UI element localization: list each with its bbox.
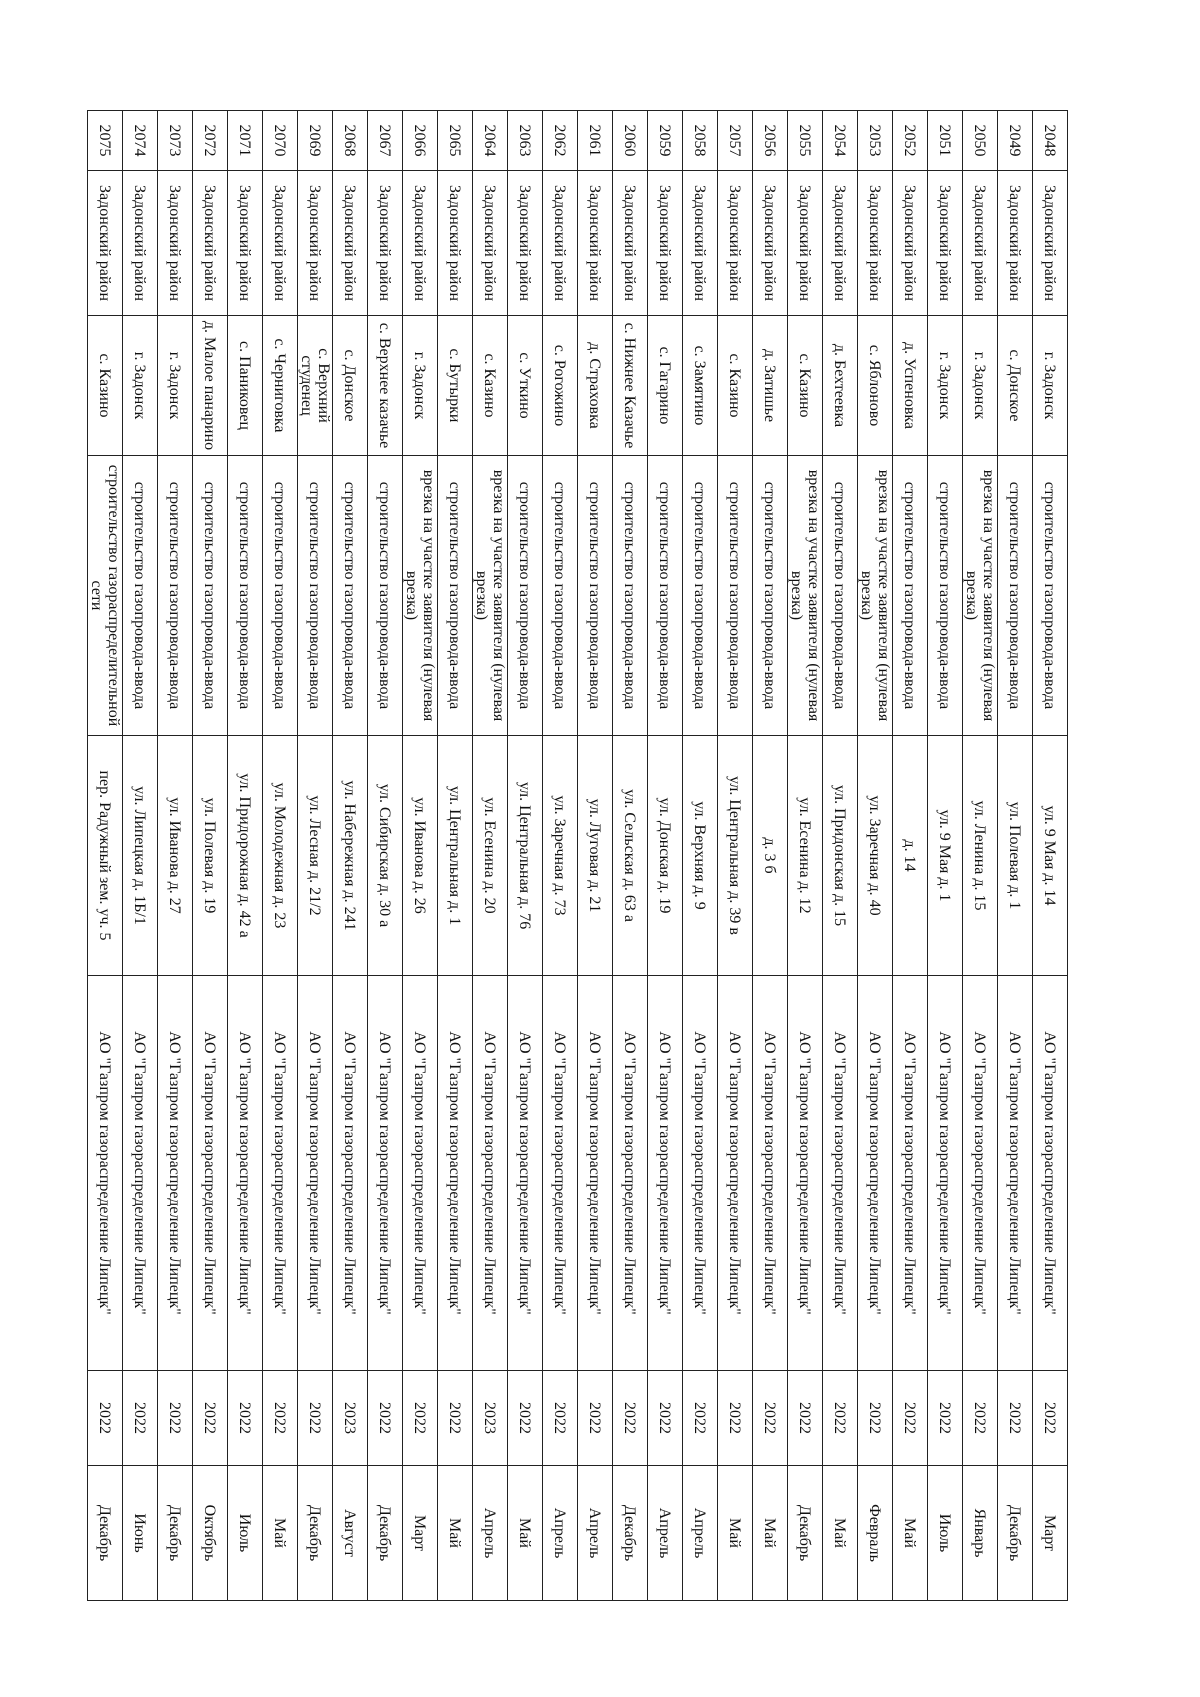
district-cell: Задонский район [823, 171, 858, 316]
locality-cell: с. Нижнее Казачье [613, 316, 648, 456]
district-cell: Задонский район [928, 171, 963, 316]
month-cell: Декабрь [368, 1466, 403, 1601]
year-cell: 2022 [753, 1371, 788, 1466]
year-cell: 2022 [858, 1371, 893, 1466]
locality-cell: с. Донское [333, 316, 368, 456]
organization-cell: АО "Газпром газораспределение Липецк" [893, 976, 928, 1371]
locality-cell: г. Задонск [123, 316, 158, 456]
year-cell: 2022 [403, 1371, 438, 1466]
table-row [403, 111, 438, 1601]
locality-cell: г. Задонск [928, 316, 963, 456]
row-number-cell: 2065 [438, 111, 473, 171]
locality-cell: д. Затишье [753, 316, 788, 456]
district-cell: Задонский район [858, 171, 893, 316]
work-type-cell: строительство газопровода-ввода [998, 456, 1033, 736]
locality-cell: д. Малое панарино [193, 316, 228, 456]
address-cell: ул. Полевая д. 1 [998, 736, 1033, 976]
organization-cell: АО "Газпром газораспределение Липецк" [88, 976, 123, 1371]
month-cell: Март [1033, 1466, 1068, 1601]
month-cell: Май [508, 1466, 543, 1601]
district-cell: Задонский район [158, 171, 193, 316]
row-number-cell: 2058 [683, 111, 718, 171]
address-cell: ул. Молодежная д. 23 [263, 736, 298, 976]
address-cell: пер. Радужный зем. уч. 5 [88, 736, 123, 976]
month-cell: Январь [963, 1466, 998, 1601]
row-number-cell: 2049 [998, 111, 1033, 171]
year-cell: 2022 [263, 1371, 298, 1466]
locality-cell: с. Казино [88, 316, 123, 456]
row-number-cell: 2057 [718, 111, 753, 171]
month-cell: Апрель [648, 1466, 683, 1601]
work-type-cell: строительство газопровода-ввода [298, 456, 333, 736]
row-number-cell: 2059 [648, 111, 683, 171]
month-cell: Июль [928, 1466, 963, 1601]
district-cell: Задонский район [263, 171, 298, 316]
address-cell: ул. Иванова д. 26 [403, 736, 438, 976]
organization-cell: АО "Газпром газораспределение Липецк" [193, 976, 228, 1371]
locality-cell: с. Яблоново [858, 316, 893, 456]
district-cell: Задонский район [333, 171, 368, 316]
table-row [228, 111, 263, 1601]
address-cell: ул. Донская д. 19 [648, 736, 683, 976]
address-cell: ул. Луговая д. 21 [578, 736, 613, 976]
table-row [543, 111, 578, 1601]
work-type-cell: врезка на участке заявителя (нулевая врезка) [403, 456, 438, 736]
work-type-cell: строительство газопровода-ввода [123, 456, 158, 736]
organization-cell: АО "Газпром газораспределение Липецк" [1033, 976, 1068, 1371]
row-number-cell: 2052 [893, 111, 928, 171]
work-type-cell: строительство газопровода-ввода [193, 456, 228, 736]
work-type-cell: строительство газопровода-ввода [158, 456, 193, 736]
work-type-cell: строительство газопровода-ввода [928, 456, 963, 736]
month-cell: Декабрь [158, 1466, 193, 1601]
row-number-cell: 2066 [403, 111, 438, 171]
district-cell: Задонский район [368, 171, 403, 316]
row-number-cell: 2070 [263, 111, 298, 171]
row-number-cell: 2075 [88, 111, 123, 171]
work-type-cell: строительство газопровода-ввода [613, 456, 648, 736]
district-cell: Задонский район [613, 171, 648, 316]
work-type-cell: строительство газопровода-ввода [823, 456, 858, 736]
address-cell: ул. 9 Мая д. 14 [1033, 736, 1068, 976]
table-row [718, 111, 753, 1601]
district-cell: Задонский район [123, 171, 158, 316]
work-type-cell: строительство газопровода-ввода [333, 456, 368, 736]
address-cell: ул. Сельская д. 63 а [613, 736, 648, 976]
table-row [823, 111, 858, 1601]
address-cell: ул. Придорожная д. 42 а [228, 736, 263, 976]
address-cell: ул. Центральная д. 39 в [718, 736, 753, 976]
table-row [683, 111, 718, 1601]
organization-cell: АО "Газпром газораспределение Липецк" [648, 976, 683, 1371]
locality-cell: с. Рогожино [543, 316, 578, 456]
locality-cell: с. Казино [473, 316, 508, 456]
year-cell: 2022 [683, 1371, 718, 1466]
organization-cell: АО "Газпром газораспределение Липецк" [963, 976, 998, 1371]
district-cell: Задонский район [788, 171, 823, 316]
organization-cell: АО "Газпром газораспределение Липецк" [753, 976, 788, 1371]
district-cell: Задонский район [648, 171, 683, 316]
work-type-cell: строительство газопровода-ввода [1033, 456, 1068, 736]
table-row [333, 111, 368, 1601]
month-cell: Май [263, 1466, 298, 1601]
row-number-cell: 2055 [788, 111, 823, 171]
locality-cell: г. Задонск [963, 316, 998, 456]
row-number-cell: 2060 [613, 111, 648, 171]
organization-cell: АО "Газпром газораспределение Липецк" [123, 976, 158, 1371]
month-cell: Декабрь [788, 1466, 823, 1601]
table-row [263, 111, 298, 1601]
row-number-cell: 2050 [963, 111, 998, 171]
work-type-cell: врезка на участке заявителя (нулевая врезка) [788, 456, 823, 736]
address-cell: ул. Центральная д. 1 [438, 736, 473, 976]
work-type-cell: строительство газопровода-ввода [228, 456, 263, 736]
month-cell: Апрель [578, 1466, 613, 1601]
table-row [1033, 111, 1068, 1601]
work-type-cell: строительство газопровода-ввода [753, 456, 788, 736]
work-type-cell: строительство газопровода-ввода [893, 456, 928, 736]
organization-cell: АО "Газпром газораспределение Липецк" [263, 976, 298, 1371]
year-cell: 2022 [1033, 1371, 1068, 1466]
organization-cell: АО "Газпром газораспределение Липецк" [473, 976, 508, 1371]
row-number-cell: 2048 [1033, 111, 1068, 171]
organization-cell: АО "Газпром газораспределение Липецк" [543, 976, 578, 1371]
table-row [893, 111, 928, 1601]
month-cell: Декабрь [88, 1466, 123, 1601]
row-number-cell: 2064 [473, 111, 508, 171]
organization-cell: АО "Газпром газораспределение Липецк" [683, 976, 718, 1371]
work-type-cell: строительство газопровода-ввода [263, 456, 298, 736]
table-row [613, 111, 648, 1601]
table-row [788, 111, 823, 1601]
locality-cell: с. Казино [788, 316, 823, 456]
year-cell: 2022 [613, 1371, 648, 1466]
address-cell: ул. 9 Мая д. 1 [928, 736, 963, 976]
locality-cell: с. Бутырки [438, 316, 473, 456]
address-cell: ул. Есенина д. 12 [788, 736, 823, 976]
year-cell: 2022 [508, 1371, 543, 1466]
month-cell: Апрель [543, 1466, 578, 1601]
work-type-cell: строительство газопровода-ввода [683, 456, 718, 736]
month-cell: Октябрь [193, 1466, 228, 1601]
month-cell: Июнь [123, 1466, 158, 1601]
address-cell: ул. Ленина д. 15 [963, 736, 998, 976]
district-cell: Задонский район [963, 171, 998, 316]
year-cell: 2022 [543, 1371, 578, 1466]
table-row [438, 111, 473, 1601]
table-row [998, 111, 1033, 1601]
organization-cell: АО "Газпром газораспределение Липецк" [298, 976, 333, 1371]
address-cell: ул. Полевая д. 19 [193, 736, 228, 976]
month-cell: Апрель [473, 1466, 508, 1601]
month-cell: Февраль [858, 1466, 893, 1601]
locality-cell: с. Замятино [683, 316, 718, 456]
month-cell: Май [893, 1466, 928, 1601]
work-type-cell: врезка на участке заявителя (нулевая врезка) [963, 456, 998, 736]
locality-cell: д. Страховка [578, 316, 613, 456]
year-cell: 2022 [893, 1371, 928, 1466]
organization-cell: АО "Газпром газораспределение Липецк" [928, 976, 963, 1371]
year-cell: 2023 [333, 1371, 368, 1466]
month-cell: Июль [228, 1466, 263, 1601]
locality-cell: с. Верхнее казачье [368, 316, 403, 456]
locality-cell: д. Бехтеевка [823, 316, 858, 456]
locality-cell: г. Задонск [1033, 316, 1068, 456]
row-number-cell: 2067 [368, 111, 403, 171]
work-type-cell: врезка на участке заявителя (нулевая врезка) [473, 456, 508, 736]
organization-cell: АО "Газпром газораспределение Липецк" [788, 976, 823, 1371]
address-cell: ул. Центральная д. 76 [508, 736, 543, 976]
row-number-cell: 2072 [193, 111, 228, 171]
month-cell: Май [438, 1466, 473, 1601]
address-cell: ул. Липецкая д. 1Б/1 [123, 736, 158, 976]
table-row [648, 111, 683, 1601]
address-cell: ул. Заречная д. 73 [543, 736, 578, 976]
work-type-cell: врезка на участке заявителя (нулевая врезка) [858, 456, 893, 736]
year-cell: 2022 [123, 1371, 158, 1466]
organization-cell: АО "Газпром газораспределение Липецк" [403, 976, 438, 1371]
year-cell: 2022 [228, 1371, 263, 1466]
organization-cell: АО "Газпром газораспределение Липецк" [718, 976, 753, 1371]
month-cell: Май [753, 1466, 788, 1601]
district-cell: Задонский район [718, 171, 753, 316]
gasification-schedule-table [87, 110, 1068, 1601]
work-type-cell: строительство газопровода-ввода [508, 456, 543, 736]
work-type-cell: строительство газопровода-ввода [648, 456, 683, 736]
year-cell: 2022 [193, 1371, 228, 1466]
year-cell: 2022 [648, 1371, 683, 1466]
work-type-cell: строительство газораспределительной сети [88, 456, 123, 736]
work-type-cell: строительство газопровода-ввода [543, 456, 578, 736]
organization-cell: АО "Газпром газораспределение Липецк" [578, 976, 613, 1371]
district-cell: Задонский район [1033, 171, 1068, 316]
district-cell: Задонский район [893, 171, 928, 316]
year-cell: 2023 [473, 1371, 508, 1466]
row-number-cell: 2069 [298, 111, 333, 171]
year-cell: 2022 [438, 1371, 473, 1466]
month-cell: Май [823, 1466, 858, 1601]
organization-cell: АО "Газпром газораспределение Липецк" [438, 976, 473, 1371]
district-cell: Задонский район [578, 171, 613, 316]
year-cell: 2022 [298, 1371, 333, 1466]
address-cell: ул. Заречная д. 40 [858, 736, 893, 976]
year-cell: 2022 [963, 1371, 998, 1466]
district-cell: Задонский район [508, 171, 543, 316]
table-row [88, 111, 123, 1601]
work-type-cell: строительство газопровода-ввода [718, 456, 753, 736]
table-row [473, 111, 508, 1601]
table-row [963, 111, 998, 1601]
locality-cell: с. Черниговка [263, 316, 298, 456]
table-row [298, 111, 333, 1601]
year-cell: 2022 [88, 1371, 123, 1466]
organization-cell: АО "Газпром газораспределение Липецк" [333, 976, 368, 1371]
organization-cell: АО "Газпром газораспределение Липецк" [858, 976, 893, 1371]
month-cell: Декабрь [998, 1466, 1033, 1601]
month-cell: Апрель [683, 1466, 718, 1601]
locality-cell: д. Успеновка [893, 316, 928, 456]
row-number-cell: 2062 [543, 111, 578, 171]
rotated-document-page [88, 110, 1068, 1600]
table-row [753, 111, 788, 1601]
row-number-cell: 2053 [858, 111, 893, 171]
month-cell: Декабрь [298, 1466, 333, 1601]
address-cell: ул. Набережная д. 241 [333, 736, 368, 976]
organization-cell: АО "Газпром газораспределение Липецк" [228, 976, 263, 1371]
address-cell: ул. Иванова д. 27 [158, 736, 193, 976]
district-cell: Задонский район [403, 171, 438, 316]
organization-cell: АО "Газпром газораспределение Липецк" [158, 976, 193, 1371]
district-cell: Задонский район [998, 171, 1033, 316]
year-cell: 2022 [578, 1371, 613, 1466]
row-number-cell: 2074 [123, 111, 158, 171]
organization-cell: АО "Газпром газораспределение Липецк" [998, 976, 1033, 1371]
table-row [858, 111, 893, 1601]
year-cell: 2022 [158, 1371, 193, 1466]
year-cell: 2022 [718, 1371, 753, 1466]
year-cell: 2022 [368, 1371, 403, 1466]
district-cell: Задонский район [298, 171, 333, 316]
table-row [158, 111, 193, 1601]
table-row [123, 111, 158, 1601]
table-row [578, 111, 613, 1601]
address-cell: ул. Лесная д. 21/2 [298, 736, 333, 976]
work-type-cell: строительство газопровода-ввода [368, 456, 403, 736]
locality-cell: с. Паниковец [228, 316, 263, 456]
organization-cell: АО "Газпром газораспределение Липецк" [613, 976, 648, 1371]
locality-cell: г. Задонск [403, 316, 438, 456]
year-cell: 2022 [928, 1371, 963, 1466]
address-cell: ул. Верхняя д. 9 [683, 736, 718, 976]
row-number-cell: 2073 [158, 111, 193, 171]
address-cell: д. 14 [893, 736, 928, 976]
locality-cell: г. Задонск [158, 316, 193, 456]
organization-cell: АО "Газпром газораспределение Липецк" [508, 976, 543, 1371]
address-cell: ул. Сибирская д. 30 а [368, 736, 403, 976]
locality-cell: с. Казино [718, 316, 753, 456]
row-number-cell: 2061 [578, 111, 613, 171]
district-cell: Задонский район [753, 171, 788, 316]
locality-cell: с. Уткино [508, 316, 543, 456]
table-row [193, 111, 228, 1601]
organization-cell: АО "Газпром газораспределение Липецк" [368, 976, 403, 1371]
table-body [88, 111, 1068, 1601]
month-cell: Декабрь [613, 1466, 648, 1601]
district-cell: Задонский район [193, 171, 228, 316]
district-cell: Задонский район [683, 171, 718, 316]
locality-cell: с. Донское [998, 316, 1033, 456]
row-number-cell: 2054 [823, 111, 858, 171]
row-number-cell: 2063 [508, 111, 543, 171]
year-cell: 2022 [998, 1371, 1033, 1466]
table-row [508, 111, 543, 1601]
district-cell: Задонский район [228, 171, 263, 316]
year-cell: 2022 [788, 1371, 823, 1466]
table-row [928, 111, 963, 1601]
year-cell: 2022 [823, 1371, 858, 1466]
month-cell: Август [333, 1466, 368, 1601]
row-number-cell: 2071 [228, 111, 263, 171]
district-cell: Задонский район [438, 171, 473, 316]
address-cell: д. 3 б [753, 736, 788, 976]
row-number-cell: 2068 [333, 111, 368, 171]
row-number-cell: 2051 [928, 111, 963, 171]
table-row [368, 111, 403, 1601]
organization-cell: АО "Газпром газораспределение Липецк" [823, 976, 858, 1371]
month-cell: Май [718, 1466, 753, 1601]
address-cell: ул. Есенина д. 20 [473, 736, 508, 976]
district-cell: Задонский район [473, 171, 508, 316]
district-cell: Задонский район [543, 171, 578, 316]
locality-cell: с. Верхний студенец [298, 316, 333, 456]
address-cell: ул. Придонская д. 15 [823, 736, 858, 976]
district-cell: Задонский район [88, 171, 123, 316]
row-number-cell: 2056 [753, 111, 788, 171]
month-cell: Март [403, 1466, 438, 1601]
locality-cell: с. Гагарино [648, 316, 683, 456]
work-type-cell: строительство газопровода-ввода [438, 456, 473, 736]
work-type-cell: строительство газопровода-ввода [578, 456, 613, 736]
